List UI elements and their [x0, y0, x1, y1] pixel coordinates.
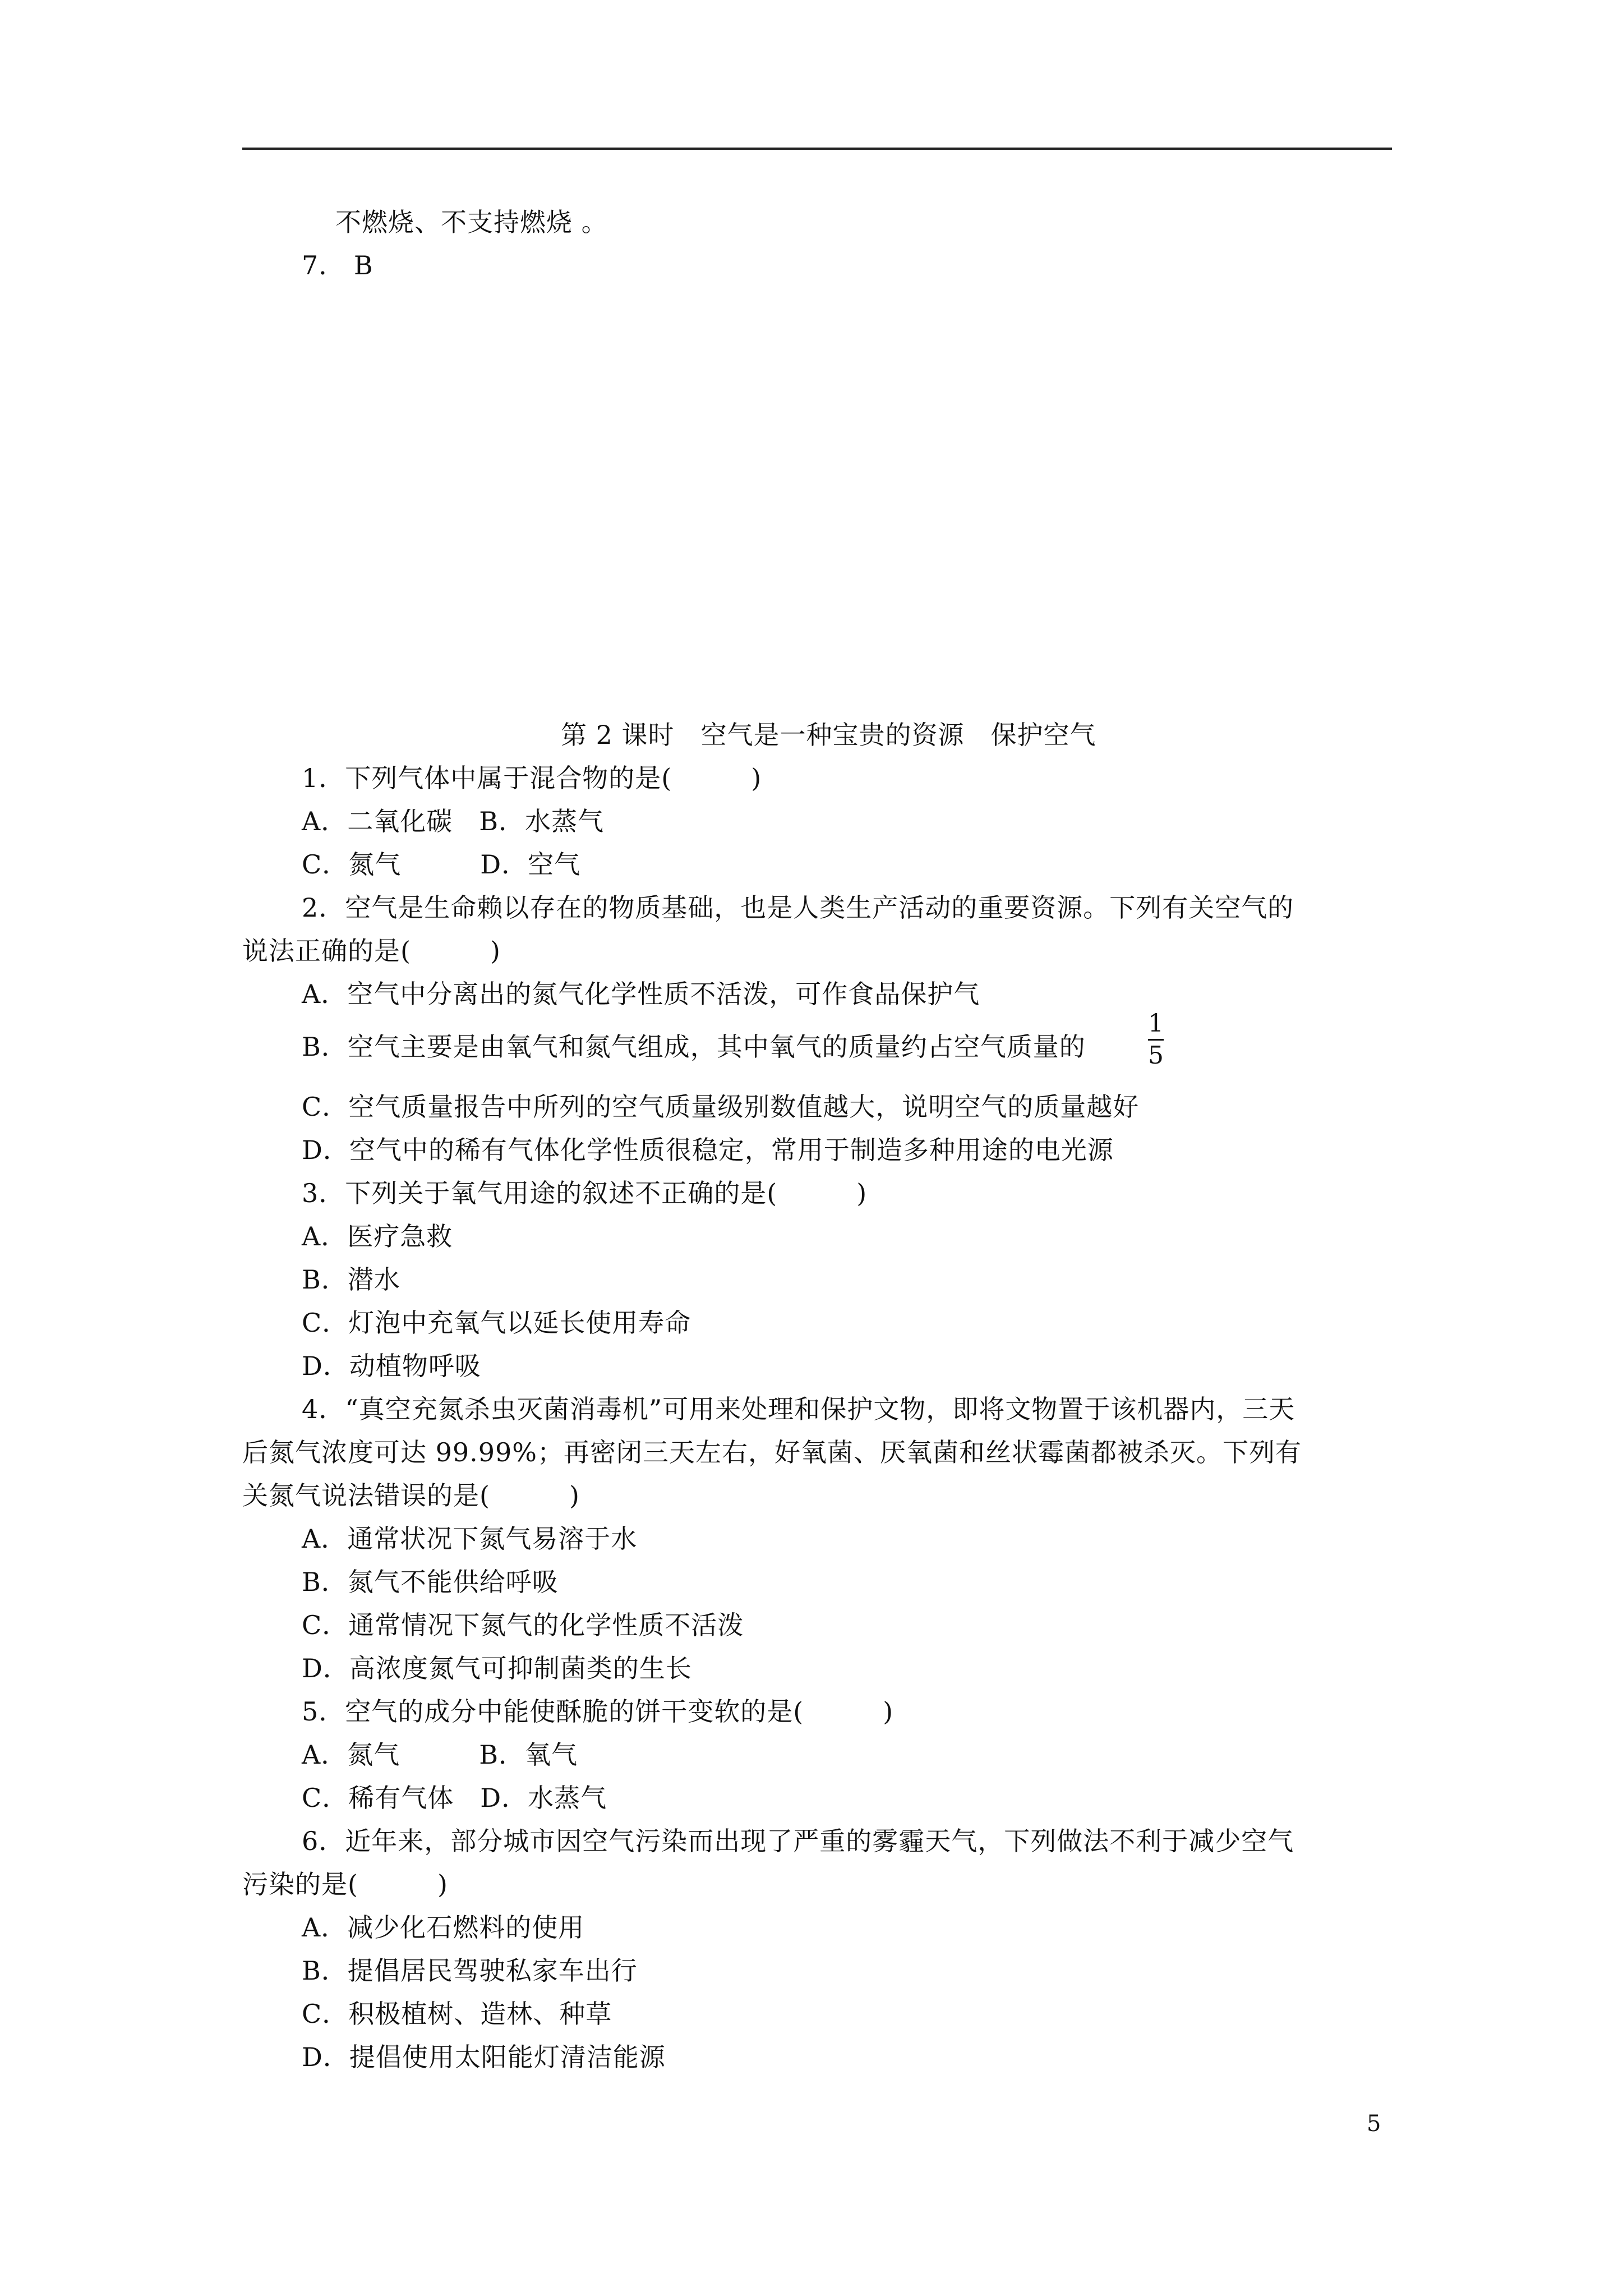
answer-option: C．灯泡中充氧气以延长使用寿命	[302, 1308, 691, 1338]
answer-option: A．空气中分离出的氮气化学性质不活泼，可作食品保护气	[302, 979, 980, 1009]
question-stem: 说法正确的是( )	[242, 936, 501, 966]
answer-option: C．积极植树、造林、种草	[302, 1999, 612, 2029]
fraction-one-fifth	[1145, 1010, 1167, 1070]
answer-option: C．空气质量报告中所列的空气质量级别数值越大，说明空气的质量越好	[302, 1092, 1140, 1122]
fraction-numerator: 1	[1148, 1009, 1164, 1038]
fraction-denominator: 5	[1148, 1041, 1164, 1070]
question-stem: 5．空气的成分中能使酥脆的饼干变软的是( )	[302, 1696, 894, 1727]
prev-answer-line: 不燃烧、不支持燃烧 。	[335, 207, 608, 237]
answer-option: C．通常情况下氮气的化学性质不活泼	[302, 1610, 744, 1640]
fraction-bar	[1148, 1039, 1164, 1041]
answer-option: C．稀有气体 D．水蒸气	[302, 1783, 607, 1813]
question-stem: 4．“真空充氮杀虫灭菌消毒机”可用来处理和保护文物，即将文物置于该机器内，三天	[302, 1394, 1295, 1424]
answer-option: D．空气中的稀有气体化学性质很稳定，常用于制造多种用途的电光源	[302, 1135, 1114, 1165]
answer-option: A．二氧化碳 B．水蒸气	[302, 806, 605, 836]
answer-option: D．提倡使用太阳能灯清洁能源	[302, 2042, 666, 2072]
question-stem: 后氮气浓度可达 99.99%；再密闭三天左右，好氧菌、厌氧菌和丝状霉菌都被杀灭。下列有	[242, 1437, 1302, 1467]
answer-option: B．潜水	[302, 1264, 400, 1295]
question-stem: 2．空气是生命赖以存在的物质基础，也是人类生产活动的重要资源。下列有关空气的	[302, 892, 1294, 923]
prev-answer-line: 7． B	[302, 250, 374, 280]
answer-option: B．空气主要是由氧气和氮气组成，其中氧气的质量约占空气质量的	[302, 1032, 1086, 1062]
page-number: 5	[1367, 2111, 1381, 2137]
answer-option: A．医疗急救	[302, 1221, 453, 1251]
answer-option: A．氮气 B．氧气	[302, 1740, 578, 1770]
question-stem: 1．下列气体中属于混合物的是( )	[302, 763, 762, 793]
question-stem: 关氮气说法错误的是( )	[242, 1480, 580, 1511]
question-stem: 污染的是( )	[242, 1869, 448, 1899]
question-stem: 3．下列关于氧气用途的叙述不正确的是( )	[302, 1178, 868, 1208]
header-rule	[242, 148, 1392, 150]
answer-option: A．减少化石燃料的使用	[302, 1912, 585, 1943]
question-stem: 6．近年来，部分城市因空气污染而出现了严重的雾霾天气，下列做法不利于减少空气	[302, 1826, 1294, 1856]
answer-option: B．氮气不能供给呼吸	[302, 1567, 559, 1597]
answer-option: D．高浓度氮气可抑制菌类的生长	[302, 1653, 692, 1683]
answer-option: A．通常状况下氮气易溶于水	[302, 1524, 638, 1554]
answer-option: D．动植物呼吸	[302, 1351, 481, 1381]
section-title: 第 2 课时 空气是一种宝贵的资源 保护空气	[561, 720, 1096, 750]
answer-option: B．提倡居民驾驶私家车出行	[302, 1955, 638, 1986]
answer-option: C．氮气 D．空气	[302, 849, 581, 880]
